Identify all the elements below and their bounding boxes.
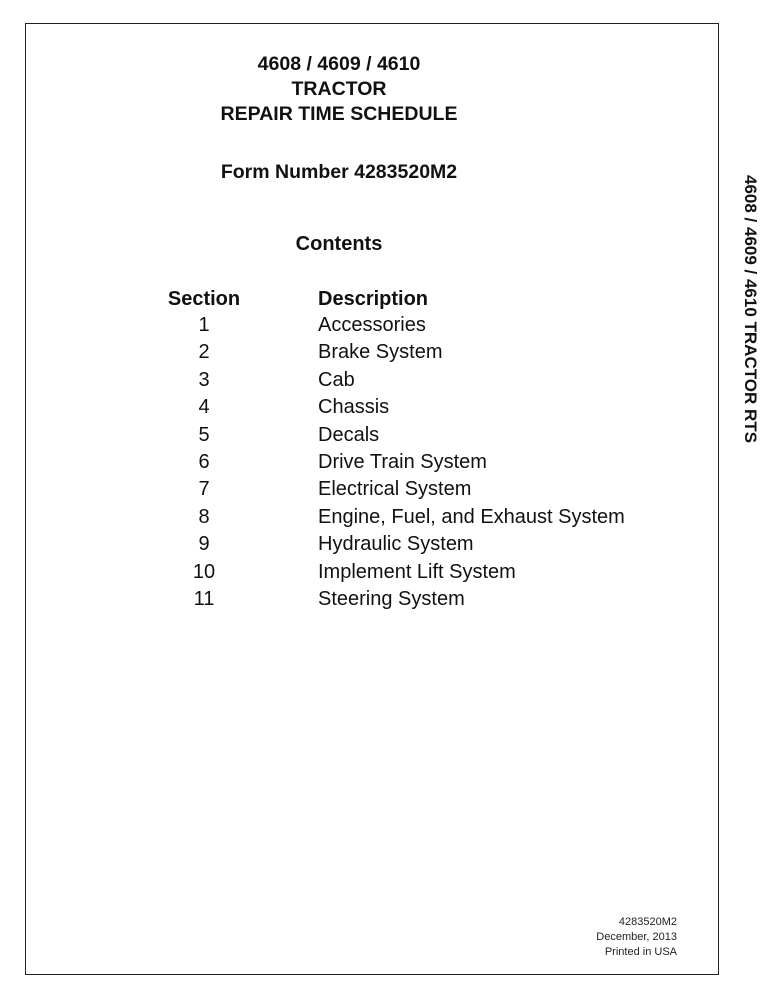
toc-description-header: Description xyxy=(318,288,429,310)
title-product: TRACTOR xyxy=(291,78,387,100)
toc-section-description: Accessories xyxy=(318,314,426,336)
contents-heading: Contents xyxy=(295,233,383,255)
toc-row xyxy=(0,394,774,421)
title-document: REPAIR TIME SCHEDULE xyxy=(220,103,458,125)
toc-row xyxy=(0,586,774,613)
toc-row xyxy=(0,422,774,449)
toc-section-number: 1 xyxy=(198,314,210,336)
toc-row xyxy=(0,504,774,531)
footer-block xyxy=(596,915,677,960)
toc-section-number: 3 xyxy=(198,368,210,391)
toc-section-description: Chassis xyxy=(318,396,390,419)
toc-row xyxy=(0,367,774,394)
toc-row xyxy=(0,339,774,366)
toc-row xyxy=(0,312,774,339)
toc-section-description: Brake System xyxy=(318,341,443,364)
toc-section-number: 9 xyxy=(198,533,210,556)
toc-header xyxy=(0,286,774,312)
toc-section-description: Drive Train System xyxy=(318,450,487,473)
toc-section-number: 4 xyxy=(198,396,210,419)
spine-label-area xyxy=(737,175,767,465)
toc-section-description: Hydraulic System xyxy=(318,533,474,556)
toc-section-description: Decals xyxy=(318,423,380,446)
toc-row xyxy=(0,559,774,586)
toc-row xyxy=(0,476,774,503)
toc-section-number: 6 xyxy=(198,450,210,473)
toc-section-description: Implement Lift System xyxy=(318,560,516,583)
toc-section-number: 5 xyxy=(198,423,210,446)
footer-part-number: 4283520M2 xyxy=(618,916,677,928)
form-number: Form Number 4283520M2 xyxy=(220,161,458,183)
toc-row xyxy=(0,531,774,558)
toc-section-description: Electrical System xyxy=(318,478,472,501)
title-models: 4608 / 4609 / 4610 xyxy=(257,53,421,75)
title-block xyxy=(25,52,653,127)
toc-section-header: Section xyxy=(167,288,241,310)
toc-section-description: Cab xyxy=(318,368,355,391)
toc-list xyxy=(0,312,774,613)
toc-section-number: 8 xyxy=(198,505,210,528)
toc-section-number: 11 xyxy=(193,587,215,610)
footer-printed: Printed in USA xyxy=(604,946,677,958)
toc-section-description: Engine, Fuel, and Exhaust System xyxy=(318,505,625,528)
toc-section-number: 2 xyxy=(198,341,210,364)
spine-label: 4608 / 4609 / 4610 TRACTOR RTS xyxy=(741,175,760,444)
footer-date: December, 2013 xyxy=(596,931,677,943)
toc-section-number: 7 xyxy=(198,478,210,501)
toc-row xyxy=(0,449,774,476)
toc-section-number: 10 xyxy=(192,560,216,583)
toc-section-description: Steering System xyxy=(318,587,465,610)
